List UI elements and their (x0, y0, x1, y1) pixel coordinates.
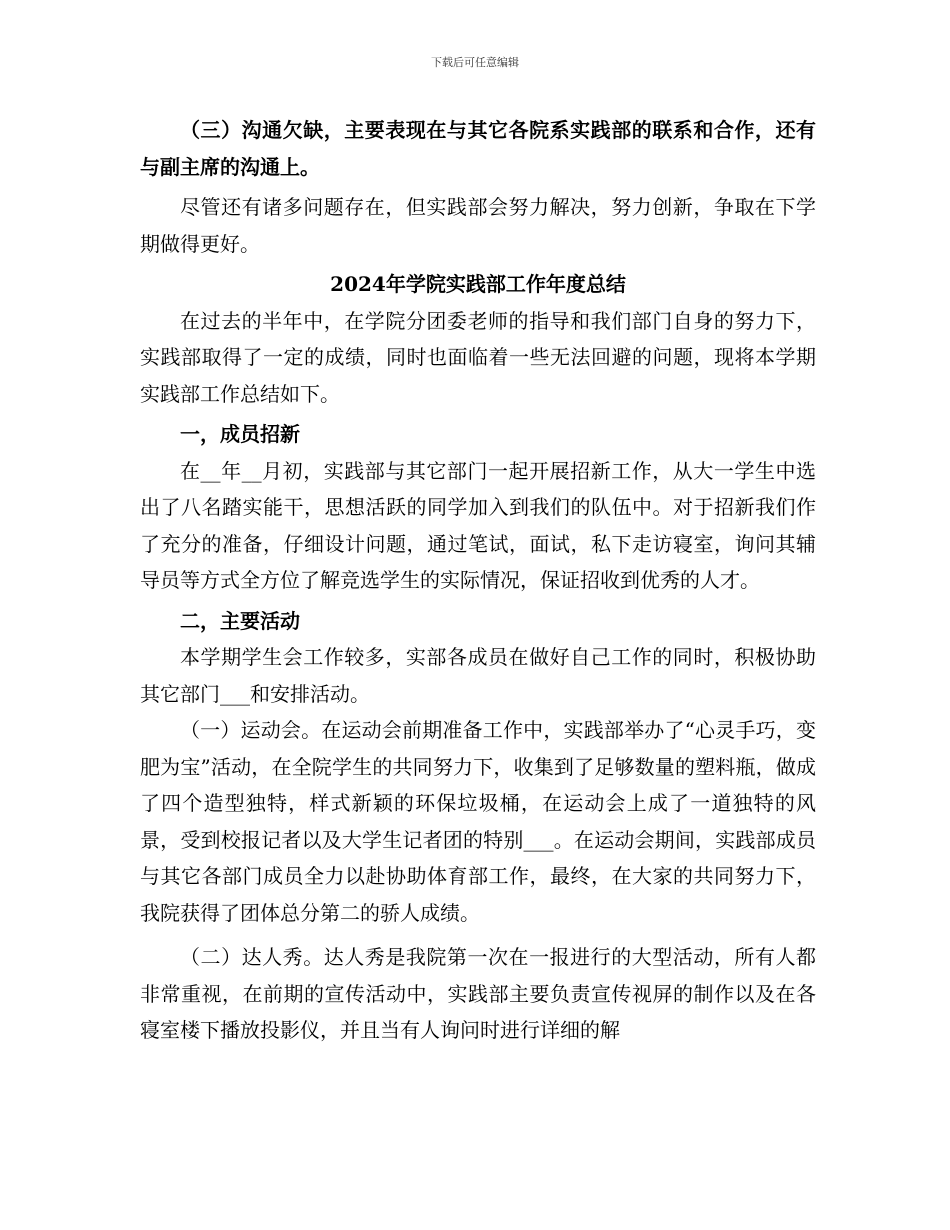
page-header-note: 下载后可任意编辑 (431, 56, 519, 69)
paragraph-improvement-pledge: 尽管还有诸多问题存在，但实践部会努力解决，努力创新，争取在下学期做得更好。 (140, 195, 816, 256)
paragraph-communication-issue: （三）沟通欠缺，主要表现在与其它各院系实践部的联系和合作，还有与副主席的沟通上。 (140, 118, 816, 179)
paragraph-recruitment: 在__年__月初，实践部与其它部门一起开展招新工作，从大一学生中选出了八名踏实能干，思想活跃的同学加入到我们的队伍中。对于招新我们作了充分的准备，仔细设计问题，通过笔试，面试，私下走访寝室，询问其辅导员等方式全方位了解竞选学生的实际情况，保证招收到优秀的人才。 (140, 458, 816, 592)
paragraph-introduction: 在过去的半年中，在学院分团委老师的指导和我们部门自身的努力下，实践部取得了一定的成绩，同时也面临着一些无法回避的问题，现将本学期实践部工作总结如下。 (140, 308, 816, 406)
section-heading-main-activities: 二，主要活动 (180, 608, 300, 633)
document-title: 2024年学院实践部工作年度总结 (330, 272, 626, 296)
section-heading-recruitment: 一，成员招新 (180, 422, 300, 446)
document-body (140, 112, 816, 1049)
paragraph-talent-show: （二）达人秀。达人秀是我院第一次在一报进行的大型活动，所有人都非常重视，在前期的宣传活动中，实践部主要负责宣传视屏的制作以及在各寝室楼下播放投影仪，并且当有人询问时进行详细的解 (140, 945, 816, 1042)
paragraph-sports-meet: （一）运动会。在运动会前期准备工作中，实践部举办了“心灵手巧，变肥为宝”活动，在全院学生的共同努力下，收集到了足够数量的塑料瓶，做成了四个造型独特，样式新颖的环保垃圾桶，在运动会上成了一道独特的风景，受到校报记者以及大学生记者团的特别___。在运动会期间，实践部成员与其它各部门成员全力以赴协助体育部工作，最终，在大家的共同努力下，我院获得了团体总分第二的骄人成绩。 (140, 718, 816, 925)
paragraph-activities-overview: 本学期学生会工作较多，实部各成员在做好自己工作的同时，积极协助其它部门___和安排活动。 (140, 645, 816, 706)
